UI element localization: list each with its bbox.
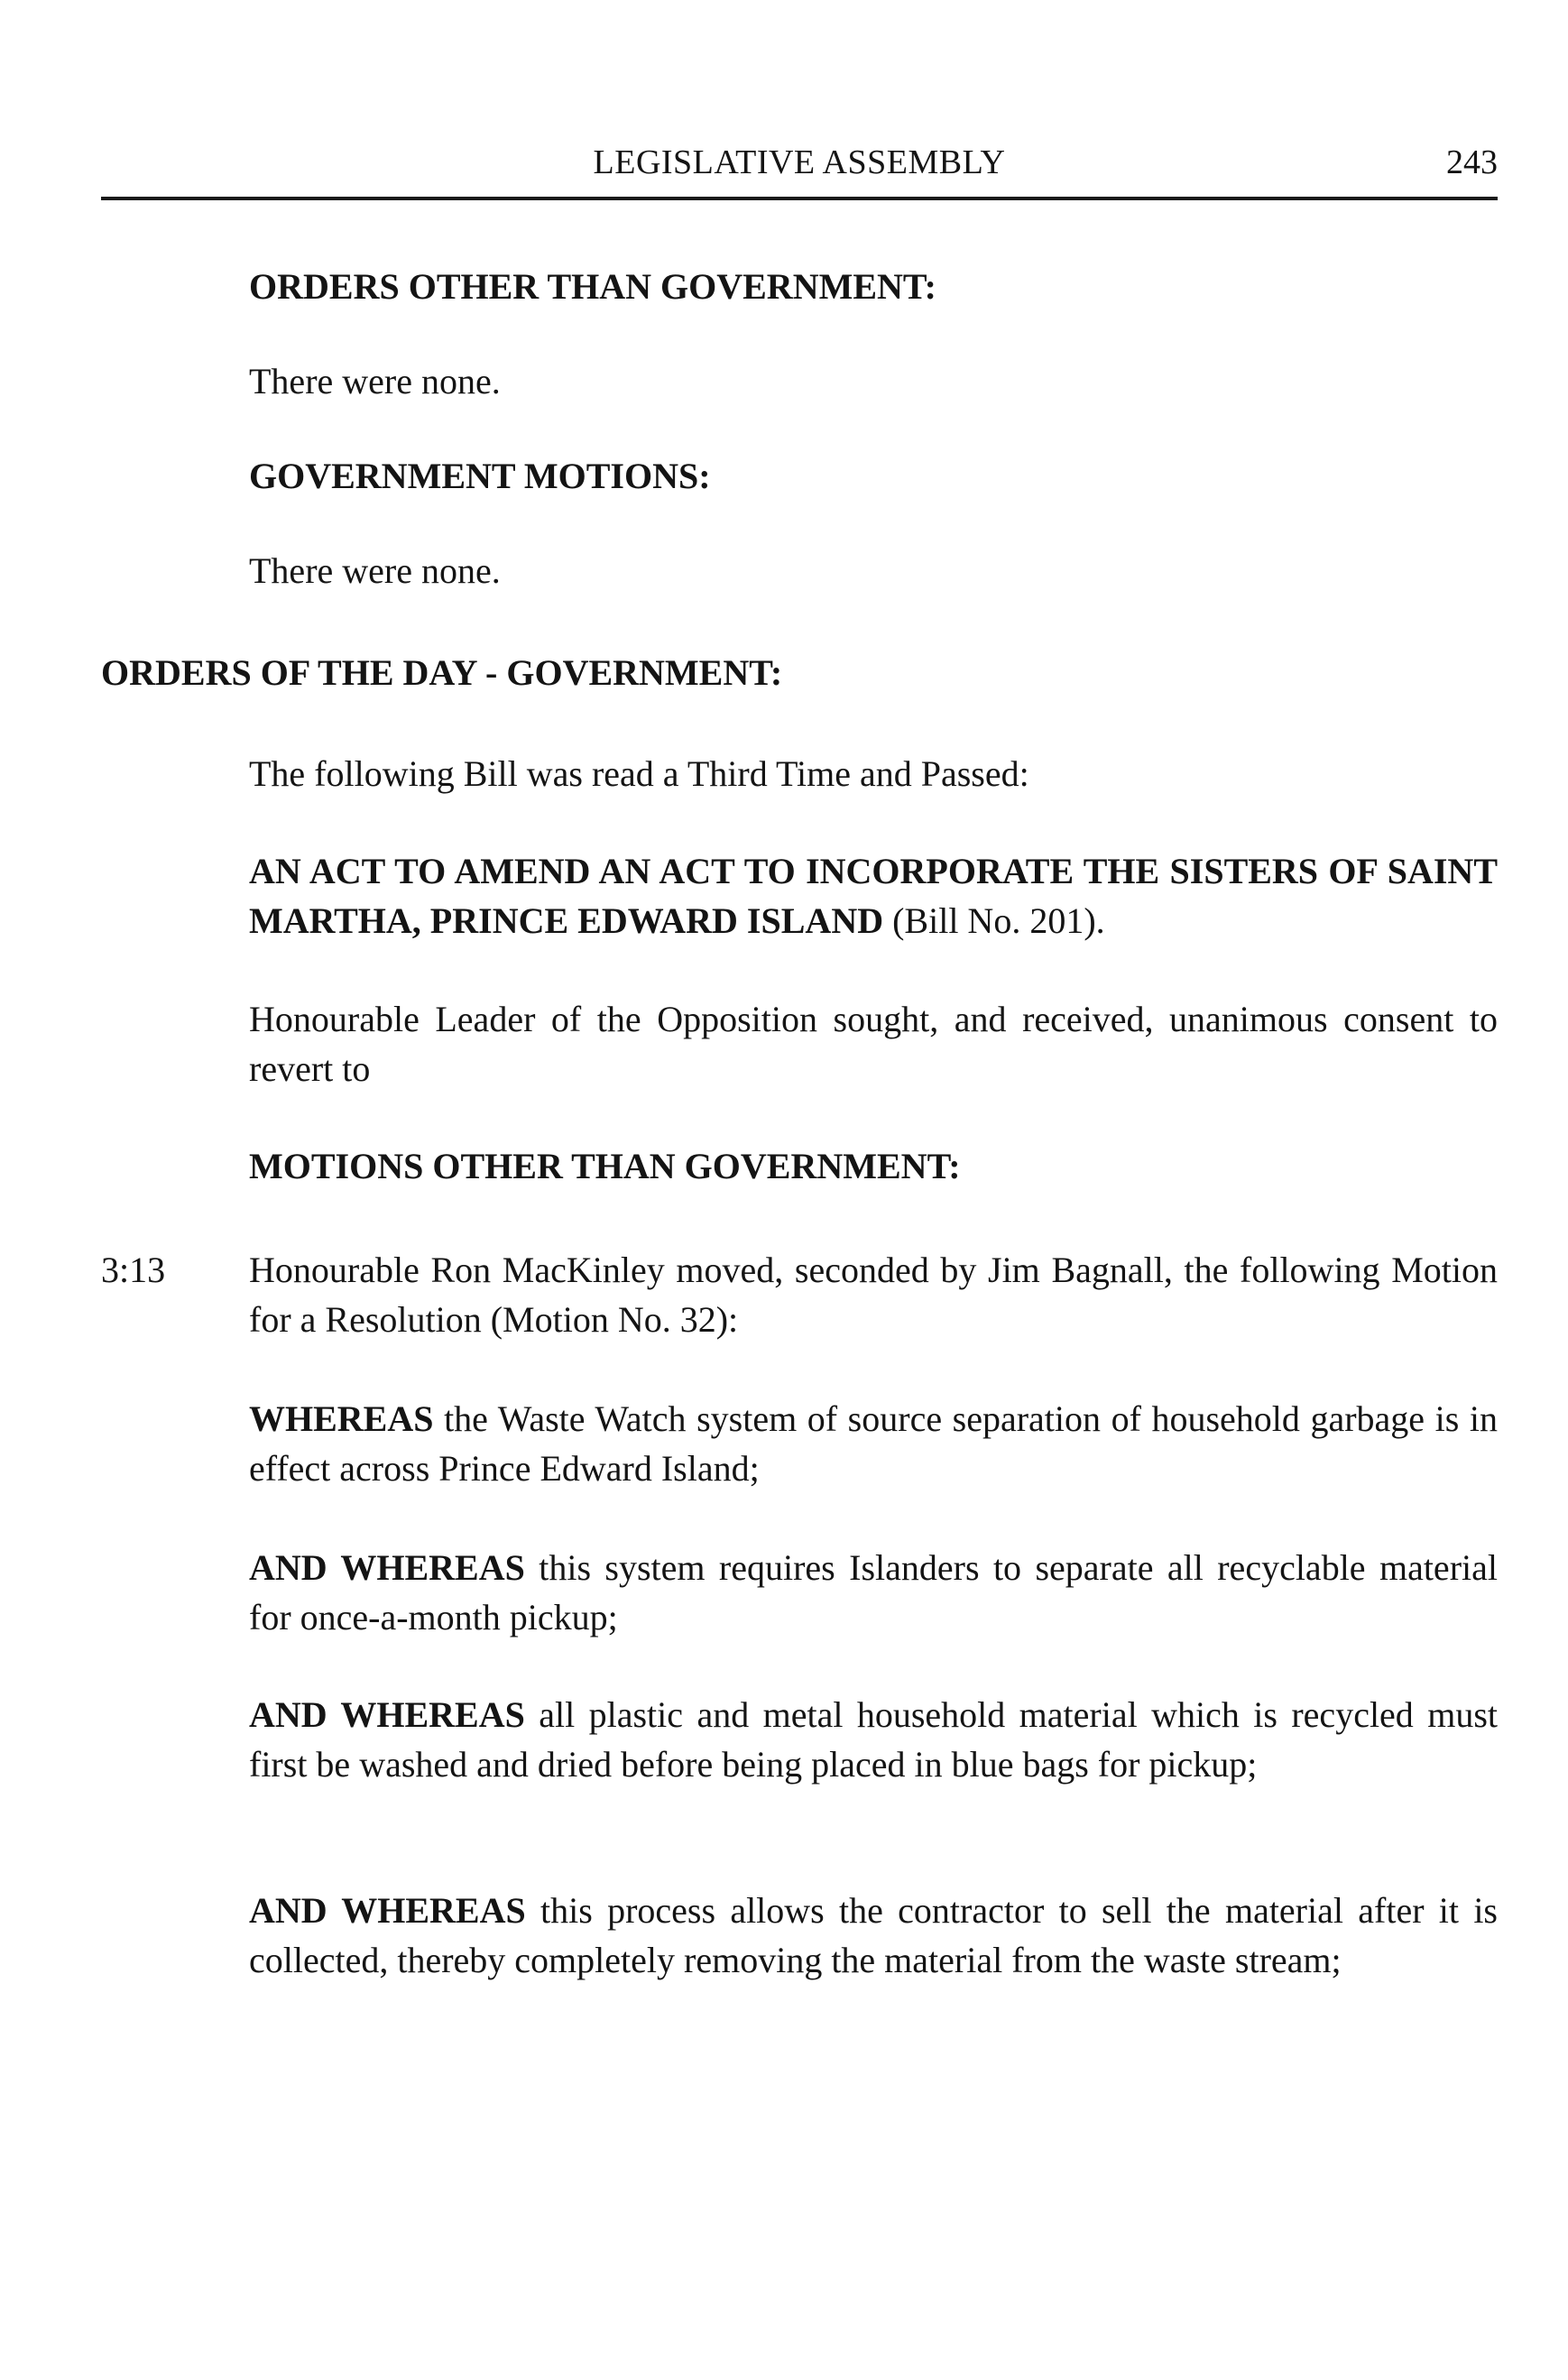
bill-number: (Bill No. 201). bbox=[883, 900, 1105, 941]
page-number: 243 bbox=[1446, 143, 1498, 181]
whereas-clause bbox=[249, 1886, 1498, 1985]
whereas-lead: AND WHEREAS bbox=[249, 1547, 525, 1588]
heading-orders-other-than-government: ORDERS OTHER THAN GOVERNMENT: bbox=[249, 266, 936, 307]
whereas-text: this process allows the contractor to sell the material after it is collected, thereby completely removing the material from the waste stream; bbox=[249, 1890, 1498, 1980]
margin-time: 3:13 bbox=[101, 1250, 166, 1290]
whereas-text: this system requires Islanders to separate all recyclable material for once-a-month pickup; bbox=[249, 1547, 1498, 1637]
bill-intro-text: The following Bill was read a Third Time and Passed: bbox=[249, 753, 1029, 794]
whereas-lead: AND WHEREAS bbox=[249, 1694, 525, 1735]
whereas-clause bbox=[249, 1394, 1498, 1493]
consent-paragraph: Honourable Leader of the Opposition sought, and received, unanimous consent to revert to bbox=[249, 999, 1498, 1089]
heading-motions-other-than-government: MOTIONS OTHER THAN GOVERNMENT: bbox=[249, 1146, 961, 1186]
orders-other-text: There were none. bbox=[249, 361, 501, 401]
whereas-lead: AND WHEREAS bbox=[249, 1890, 526, 1931]
whereas-lead: WHEREAS bbox=[249, 1398, 434, 1439]
motion-paragraph: Honourable Ron MacKinley moved, seconded by Jim Bagnall, the following Motion for a Resolution (Motion No. 32): bbox=[249, 1250, 1498, 1340]
heading-orders-of-the-day: ORDERS OF THE DAY - GOVERNMENT: bbox=[101, 652, 783, 693]
whereas-clause bbox=[249, 1543, 1498, 1642]
whereas-text: the Waste Watch system of source separation of household garbage is in effect across Prince Edward Island; bbox=[249, 1398, 1498, 1489]
running-header bbox=[101, 141, 1498, 200]
government-motions-text: There were none. bbox=[249, 550, 501, 591]
heading-government-motions: GOVERNMENT MOTIONS: bbox=[249, 456, 711, 496]
header-title: LEGISLATIVE ASSEMBLY bbox=[593, 143, 1006, 181]
bill-title: AN ACT TO AMEND AN ACT TO INCORPORATE THE SISTERS OF SAINT MARTHA, PRINCE EDWARD ISLAND bbox=[249, 851, 1498, 941]
whereas-text: all plastic and metal household material which is recycled must first be washed and dried before being placed in blue bags for pickup; bbox=[249, 1694, 1499, 1785]
bill-title-paragraph bbox=[249, 846, 1498, 946]
whereas-clause bbox=[249, 1690, 1498, 1789]
